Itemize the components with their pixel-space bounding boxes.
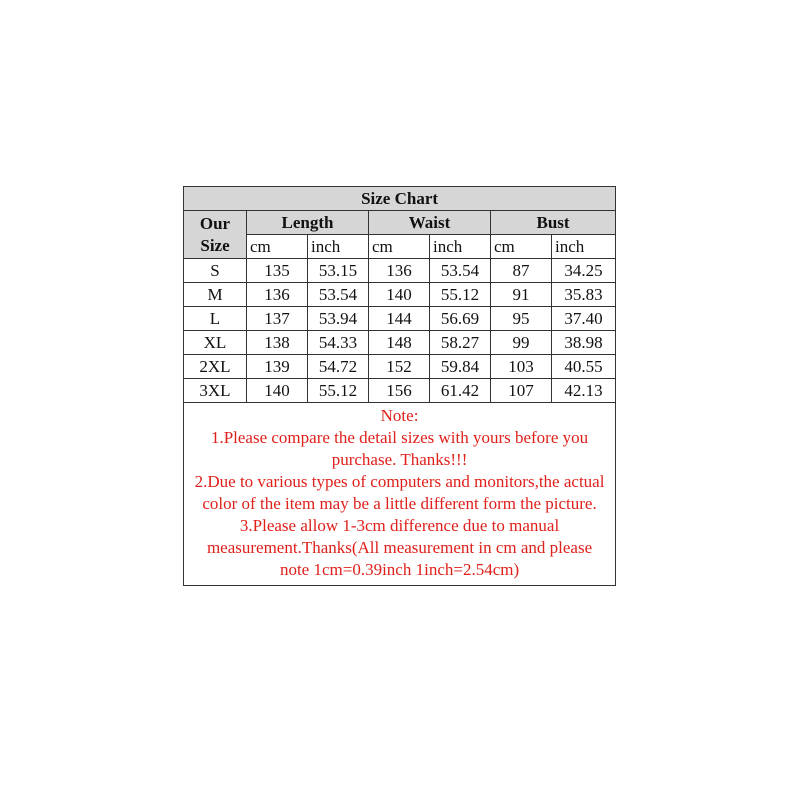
table-row [184, 283, 616, 307]
table-cell: 53.94 [308, 307, 369, 331]
table-cell: 140 [247, 379, 308, 403]
table-row [184, 307, 616, 331]
size-header-line2: Size [200, 235, 230, 255]
table-cell: 135 [247, 259, 308, 283]
group-header-length: Length [247, 211, 369, 235]
table-cell: 136 [369, 259, 430, 283]
size-label: S [184, 259, 247, 283]
table-cell: 95 [491, 307, 552, 331]
table-cell: 136 [247, 283, 308, 307]
table-cell: 56.69 [430, 307, 491, 331]
table-row [184, 355, 616, 379]
table-cell: 53.54 [308, 283, 369, 307]
table-cell: 37.40 [552, 307, 616, 331]
unit-waist-cm: cm [369, 235, 430, 259]
title-row [184, 187, 616, 211]
group-header-row [184, 211, 616, 235]
table-cell: 58.27 [430, 331, 491, 355]
table-cell: 55.12 [430, 283, 491, 307]
note-heading: Note: [380, 406, 419, 425]
table-cell: 59.84 [430, 355, 491, 379]
table-cell: 34.25 [552, 259, 616, 283]
note-item-3: 3.Please allow 1-3cm difference due to manual measurement.Thanks(All measurement in cm and please note 1cm=0.39inch 1inch=2.54cm) [206, 516, 593, 579]
size-header-line1: Our [199, 213, 231, 233]
size-label: L [184, 307, 247, 331]
size-column-header [184, 211, 247, 259]
table-row [184, 379, 616, 403]
table-cell: 152 [369, 355, 430, 379]
unit-header-row [184, 235, 616, 259]
unit-bust-cm: cm [491, 235, 552, 259]
chart-title: Size Chart [184, 187, 616, 211]
table-cell: 53.54 [430, 259, 491, 283]
table-cell: 148 [369, 331, 430, 355]
size-chart-table [183, 186, 616, 586]
note-block [184, 403, 616, 586]
table-cell: 140 [369, 283, 430, 307]
note-item-2: 2.Due to various types of computers and monitors,the actual color of the item may be a little different form the picture. [194, 472, 605, 513]
group-header-bust: Bust [491, 211, 616, 235]
unit-waist-inch: inch [430, 235, 491, 259]
size-label: XL [184, 331, 247, 355]
table-row [184, 331, 616, 355]
table-cell: 40.55 [552, 355, 616, 379]
table-cell: 99 [491, 331, 552, 355]
size-label: 3XL [184, 379, 247, 403]
table-cell: 54.33 [308, 331, 369, 355]
note-item-1: 1.Please compare the detail sizes with yours before you purchase. Thanks!!! [210, 428, 589, 469]
table-cell: 42.13 [552, 379, 616, 403]
table-cell: 87 [491, 259, 552, 283]
unit-length-inch: inch [308, 235, 369, 259]
unit-bust-inch: inch [552, 235, 616, 259]
table-cell: 138 [247, 331, 308, 355]
table-cell: 38.98 [552, 331, 616, 355]
table-cell: 53.15 [308, 259, 369, 283]
size-label: M [184, 283, 247, 307]
table-cell: 144 [369, 307, 430, 331]
table-cell: 55.12 [308, 379, 369, 403]
table-cell: 139 [247, 355, 308, 379]
table-row [184, 259, 616, 283]
table-cell: 156 [369, 379, 430, 403]
table-cell: 61.42 [430, 379, 491, 403]
note-row [184, 403, 616, 586]
table-cell: 107 [491, 379, 552, 403]
table-cell: 54.72 [308, 355, 369, 379]
group-header-waist: Waist [369, 211, 491, 235]
table-cell: 103 [491, 355, 552, 379]
table-cell: 137 [247, 307, 308, 331]
table-cell: 35.83 [552, 283, 616, 307]
table-cell: 91 [491, 283, 552, 307]
unit-length-cm: cm [247, 235, 308, 259]
size-label: 2XL [184, 355, 247, 379]
